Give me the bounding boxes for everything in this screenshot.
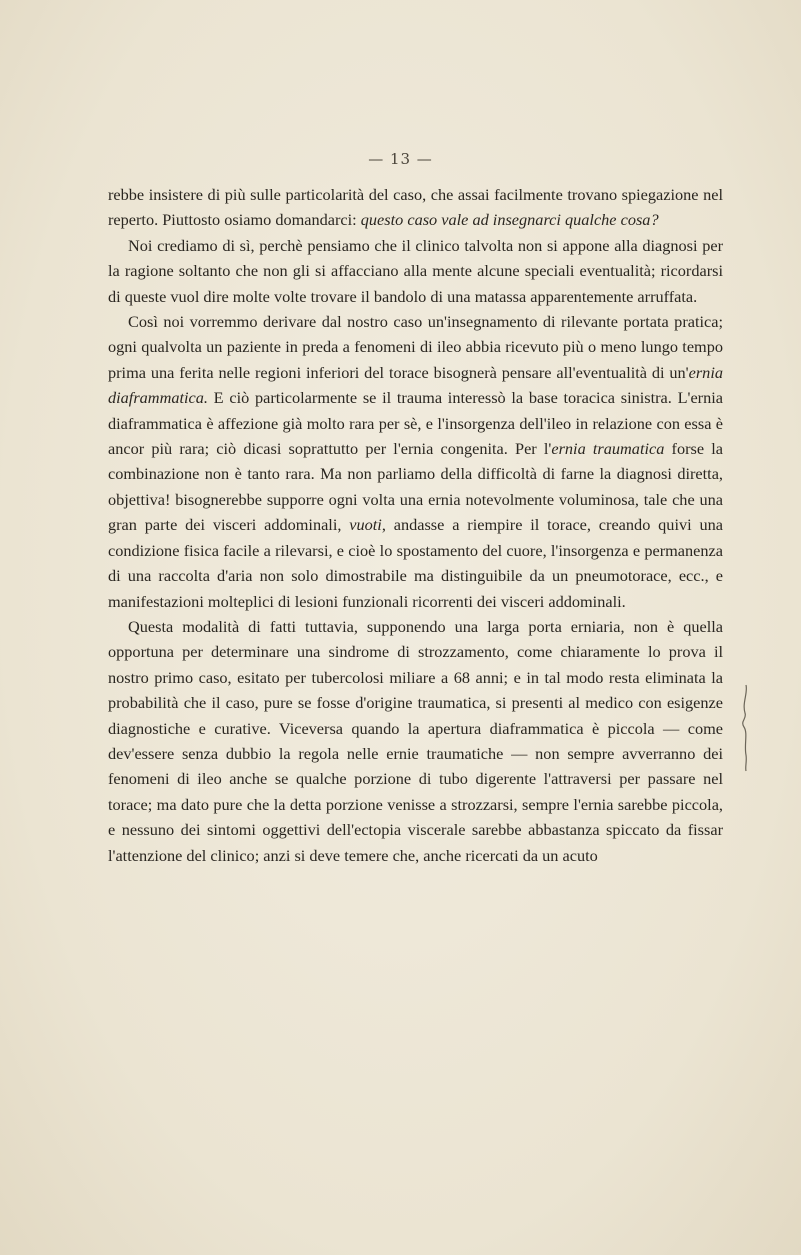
text-segment: rebbe insistere di più sulle particolarità del caso, che assai facilmente trovano spiegazione nel reperto. Piuttosto osiamo domandarci:: [108, 185, 723, 230]
italic-text-segment: ernia traumatica: [551, 439, 665, 459]
italic-text-segment: ernia diaframmatica.: [108, 362, 723, 408]
italic-text-segment: vuoti: [349, 515, 382, 535]
text-segment: E ciò particolarmente se il trauma interessò la base toracica sinistra. L'ernia diaframmatica è affezione già molto rara per sè, e l'insorgenza dell'ileo in relazione con essa è ancor più rara; ciò dicasi soprattutto per l'ernia congenita. Per l': [108, 388, 723, 459]
paragraph: [108, 614, 723, 868]
text-segment: forse la combinazione non è tanto rara. Ma non parliamo della difficoltà di farne la diagnosi diretta, objettiva! bisognerebbe supporre ogni volta una ernia notevolmente voluminosa, tale che una gran parte dei visceri addominali,: [108, 439, 724, 535]
page-number-header: — 13 —: [368, 150, 433, 168]
text-segment: Noi crediamo di sì, perchè pensiamo che il clinico talvolta non si appone alla diagnosi per la ragione soltanto che non gli si affacciano alla mente alcune speciali eventualità; ricordarsi di queste vuol dire molte volte trovare il bandolo di una matassa apparentemente arruffata.: [108, 235, 723, 306]
text-segment: Questa modalità di fatti tuttavia, supponendo una larga porta erniaria, non è quella opportuna per determinare una sindrome di strozzamento, come chiaramente lo prova il nostro primo caso, esitato per tubercolosi miliare a 68 anni; e in tal modo resta eliminata la probabilità che il caso, pure se fosse d'origine traumatica, si presenti al medico con esigenze diagnostiche e curative. Viceversa quando la apertura diaframmatica è piccola — come dev'essere senza dubbio la regola nelle ernie traumatiche — non sempre avverranno dei fenomeni di ileo anche se qualche porzione di tubo digerente l'attraversi per passare nel torace; ma dato pure che la detta porzione venisse a strozzarsi, sempre l'ernia sarebbe piccola, e nessuno dei sintomi oggettivi dell'ectopia viscerale sarebbe abbastanza spiccato da fissar l'attenzione del clinico; anzi si deve temere che, anche ricercati da un acuto: [108, 616, 723, 865]
italic-text-segment: questo caso vale ad insegnarci qualche cosa?: [360, 210, 659, 230]
paragraph: [108, 182, 723, 233]
paragraph: [108, 309, 723, 614]
text-segment: Così noi vorremmo derivare dal nostro caso un'insegnamento di rilevante portata pratica; ogni qualvolta un paziente in preda a fenomeni di ileo abbia ricevuto più o meno lungo tempo prima una ferita nelle regioni inferiori del torace bisognerà pensare all'eventualità di un': [108, 312, 723, 382]
margin-pencil-mark: [736, 683, 756, 773]
text-segment: , andasse a riempire il torace, creando quivi una condizione fisica facile a rilevarsi, e cioè lo spostamento del cuore, l'insorgenza e permanenza di una raccolta d'aria non solo dimostrabile ma distinguibile da un pneumotorace, ecc., e manifestazioni molteplici di lesioni funzionali ricorrenti dei visceri addominali.: [108, 515, 723, 611]
paragraph: [108, 233, 723, 309]
body-text: [108, 182, 723, 868]
